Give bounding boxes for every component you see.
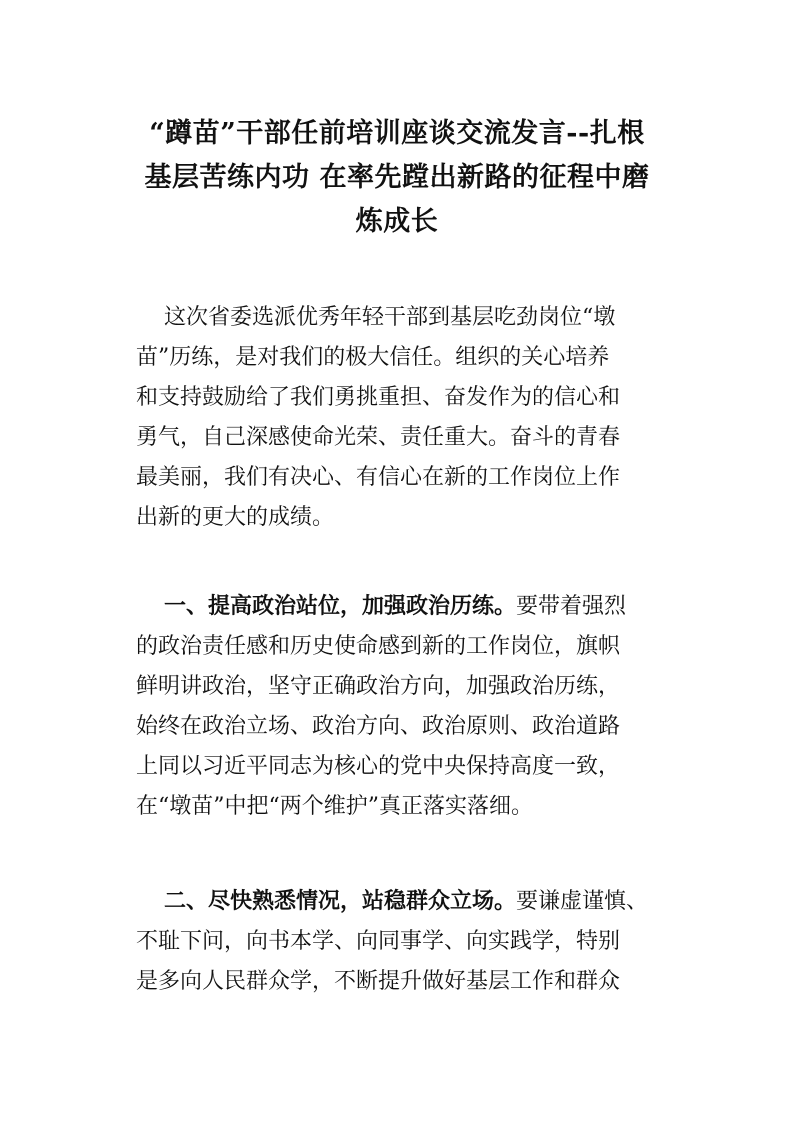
paragraph-line: 的政治责任感和历史使命感到新的工作岗位，旗帜: [136, 634, 621, 659]
paragraph-line: 鲜明讲政治，坚守正确政治方向，加强政治历练，: [136, 674, 621, 699]
paragraph-line: 出新的更大的成绩。: [136, 505, 335, 530]
paragraph-line: 在“墩苗”中把“两个维护”真正落实落细。: [136, 794, 533, 819]
title-line: “蹲苗”干部任前培训座谈交流发言--扎根: [149, 118, 645, 149]
paragraph-first-line: [136, 586, 660, 627]
paragraph-line: 和支持鼓励给了我们勇挑重担、奋发作为的信心和: [136, 385, 621, 410]
title-line: 炼成长: [355, 206, 439, 237]
paragraph-section-1: [136, 586, 660, 827]
paragraph-line: 上同以习近平同志为核心的党中央保持高度一致，: [136, 754, 621, 779]
paragraph-line: 始终在政治立场、政治方向、政治原则、政治道路: [136, 714, 621, 739]
paragraph-line: 最美丽，我们有决心、有信心在新的工作岗位上作: [136, 465, 621, 490]
paragraph-line: 是多向人民群众学，不断提升做好基层工作和群众: [136, 969, 621, 994]
paragraph-line: 苗”历练，是对我们的极大信任。组织的关心培养: [136, 345, 610, 370]
paragraph-intro: [136, 298, 660, 538]
section-heading: 一、提高政治站位，加强政治历练。: [164, 593, 517, 619]
paragraph-line-tail: 要谦虚谨慎、: [516, 889, 649, 914]
paragraph-section-2: [136, 881, 660, 1002]
document-title: [110, 112, 684, 244]
paragraph-line-tail: 要带着强烈: [516, 594, 627, 619]
paragraph-line: 不耻下问，向书本学、向同事学、向实践学，特别: [136, 929, 621, 954]
section-heading: 二、尽快熟悉情况，站稳群众立场。: [164, 888, 517, 914]
paragraph-line: 勇气，自己深感使命光荣、责任重大。奋斗的青春: [136, 425, 621, 450]
title-line: 基层苦练内功 在率先蹚出新路的征程中磨: [144, 162, 650, 193]
paragraph-line: 这次省委选派优秀年轻干部到基层吃劲岗位“墩: [164, 305, 616, 330]
paragraph-first-line: [136, 881, 660, 922]
